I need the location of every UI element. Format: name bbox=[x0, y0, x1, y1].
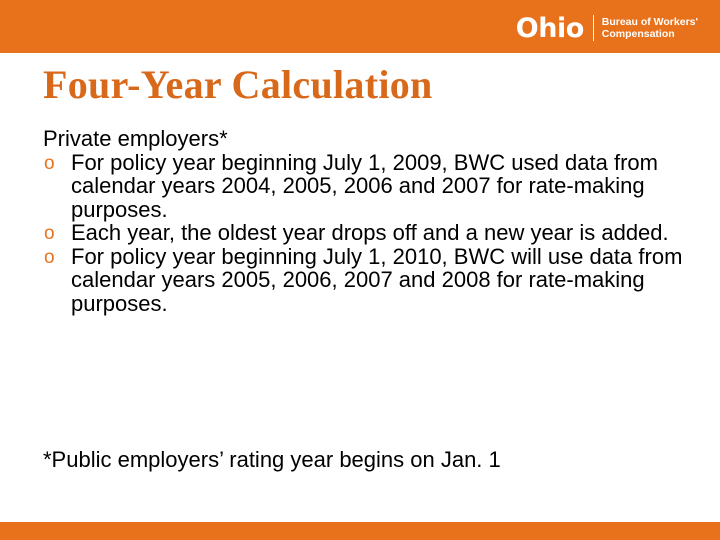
slide-title: Four-Year Calculation bbox=[43, 62, 433, 107]
bullet-marker-icon: o bbox=[44, 246, 55, 268]
bullet-item bbox=[43, 221, 693, 245]
ohio-bwc-logo bbox=[516, 10, 698, 46]
bullet-marker-icon: o bbox=[44, 223, 55, 244]
bullet-text: For policy year beginning July 1, 2010, BWC will use data from calendar years 2005, 2006, 2007 and 2008 for rate-making purposes. bbox=[71, 243, 683, 316]
bullet-item bbox=[43, 151, 693, 222]
bullet-marker-icon: o bbox=[44, 152, 55, 174]
logo-agency-name bbox=[602, 16, 698, 40]
bullet-text: For policy year beginning July 1, 2009, BWC used data from calendar years 2004, 2005, 2006 and 2007 for rate-making purposes. bbox=[71, 149, 658, 222]
intro-text: Private employers* bbox=[43, 126, 228, 151]
bullet-list bbox=[43, 151, 693, 316]
logo-agency-line-1: Bureau of Workers' bbox=[601, 16, 698, 28]
logo-agency-line-2: Compensation bbox=[601, 28, 675, 40]
footnote: *Public employers’ rating year begins on Jan. 1 bbox=[43, 447, 501, 472]
ohio-logo-mark: Ohio bbox=[515, 12, 584, 44]
bullet-text: Each year, the oldest year drops off and a new year is added. bbox=[71, 220, 669, 245]
slide-body bbox=[43, 127, 693, 315]
header-bar bbox=[0, 0, 720, 53]
footer-bar bbox=[0, 522, 720, 540]
bullet-item bbox=[43, 245, 693, 316]
logo-divider bbox=[593, 15, 594, 41]
